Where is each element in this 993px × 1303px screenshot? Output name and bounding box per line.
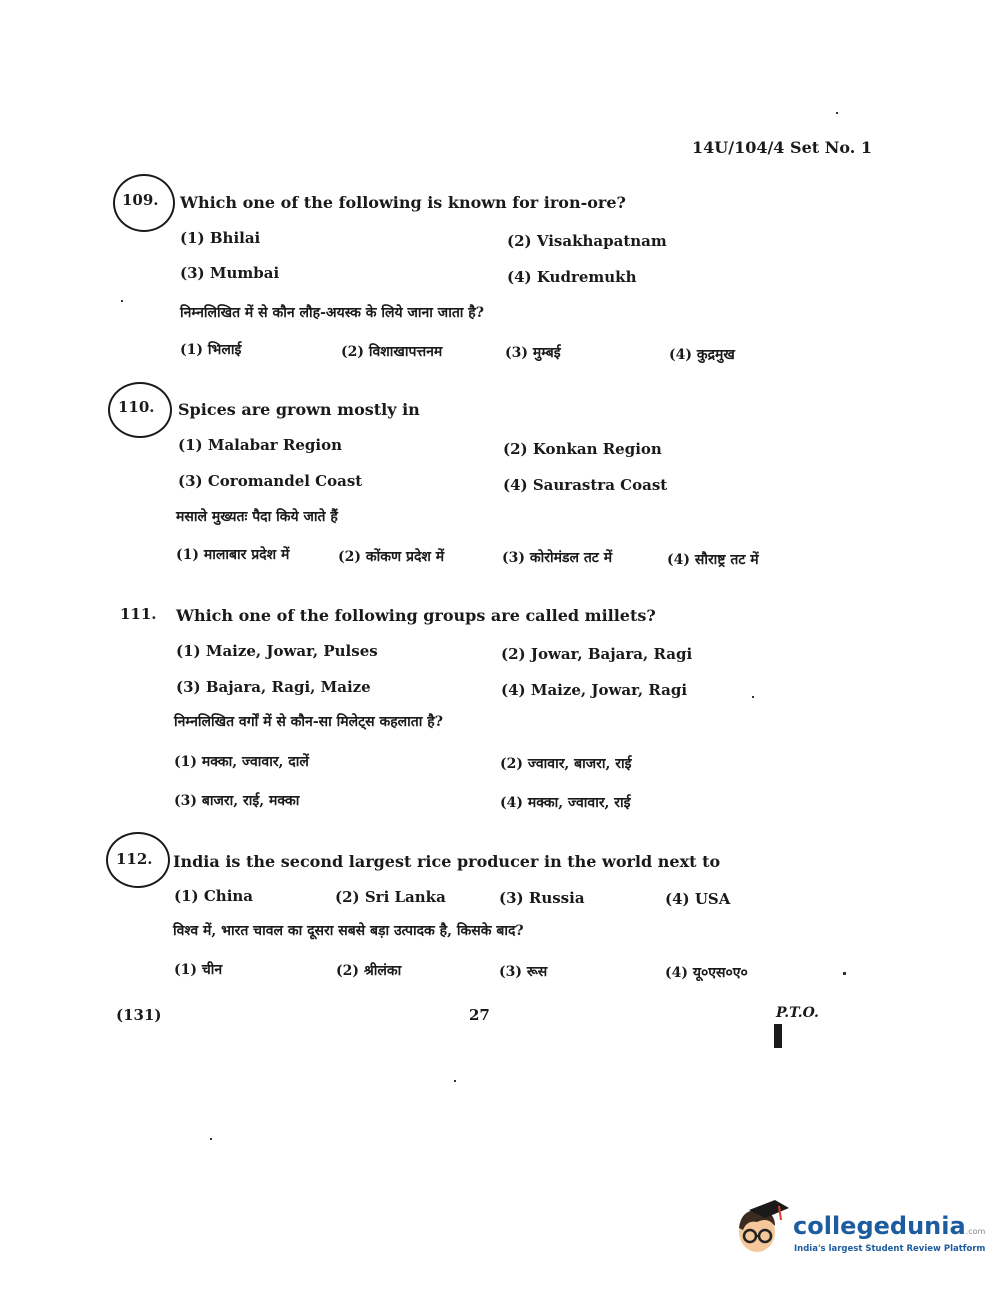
logo-wordmark-part1: college: [793, 1212, 890, 1240]
question-number: 112.: [116, 850, 153, 868]
logo-suffix: .com: [965, 1227, 986, 1236]
option: (2) Visakhapatnam: [507, 232, 667, 250]
hindi-option: (2) ज्वावार, बाजरा, राई: [500, 756, 632, 772]
logo-wordmark-part2: dunia: [889, 1212, 966, 1240]
scan-speck: [836, 112, 838, 114]
student-cap-icon: [735, 1198, 791, 1258]
option: (3) Russia: [499, 889, 585, 907]
option: (1) China: [174, 887, 254, 905]
hindi-option: (4) कुद्रमुख: [669, 347, 735, 363]
logo-tagline: India's largest Student Review Platform: [794, 1244, 986, 1254]
hindi-option: (1) चीन: [174, 962, 223, 978]
hindi-question-text: निम्नलिखित में से कौन लौह-अयस्क के लिये जाना जाता है?: [180, 305, 484, 321]
scan-speck: [210, 1138, 212, 1140]
question-number: 109.: [122, 191, 159, 209]
question-number: 111.: [120, 605, 157, 623]
option: (3) Mumbai: [180, 264, 280, 282]
question-number: 110.: [118, 398, 155, 416]
scan-speck: [121, 300, 123, 302]
hindi-option: (4) सौराष्ट्र तट में: [667, 552, 759, 568]
hindi-option: (1) मक्का, ज्वावार, दालें: [174, 754, 309, 770]
option: (1) Maize, Jowar, Pulses: [176, 642, 378, 660]
paper-code: 14U/104/4 Set No. 1: [692, 138, 872, 157]
hindi-option: (2) श्रीलंका: [336, 963, 402, 979]
scan-speck: [752, 696, 754, 698]
option: (4) Maize, Jowar, Ragi: [501, 681, 688, 699]
scan-speck: [454, 1080, 456, 1082]
question-text: Which one of the following is known for iron-ore?: [180, 193, 626, 212]
hindi-question-text: मसाले मुख्यतः पैदा किये जाते हैं: [176, 509, 338, 525]
hindi-option: (3) कोरोमंडल तट में: [502, 550, 613, 566]
hindi-question-text: निम्नलिखित वर्गों में से कौन-सा मिलेट्स कहलाता है?: [174, 714, 443, 730]
question-text: Which one of the following groups are called millets?: [176, 606, 656, 625]
hindi-option: (4) यू०एस०ए०: [665, 965, 748, 981]
option: (4) USA: [665, 890, 731, 908]
hindi-option: (3) रूस: [499, 964, 548, 980]
ink-smudge: [774, 1024, 782, 1048]
option: (1) Malabar Region: [178, 436, 343, 454]
pto-label: P.T.O.: [776, 1005, 819, 1021]
page-number: 27: [469, 1006, 490, 1024]
option: (2) Konkan Region: [503, 440, 662, 458]
hindi-option: (2) कोंकण प्रदेश में: [338, 549, 445, 565]
hindi-option: (3) बाजरा, राई, मक्का: [174, 793, 300, 809]
question-text: India is the second largest rice producer in the world next to: [173, 852, 721, 871]
hindi-option: (3) मुम्बई: [505, 345, 561, 361]
option: (3) Bajara, Ragi, Maize: [176, 678, 371, 696]
option: (1) Bhilai: [180, 229, 261, 247]
option: (3) Coromandel Coast: [178, 472, 363, 490]
footer-code: (131): [116, 1006, 162, 1024]
question-text: Spices are grown mostly in: [178, 400, 420, 419]
scan-speck: [843, 972, 846, 975]
option: (4) Kudremukh: [507, 268, 637, 286]
logo-wordmark: [793, 1212, 985, 1240]
hindi-option: (1) भिलाई: [180, 342, 242, 358]
hindi-option: (4) मक्का, ज्वावार, राई: [500, 795, 631, 811]
hindi-question-text: विश्व में, भारत चावल का दूसरा सबसे बड़ा उत्पादक है, किसके बाद?: [173, 923, 524, 939]
hindi-option: (1) मालाबार प्रदेश में: [176, 547, 290, 563]
option: (4) Saurastra Coast: [503, 476, 668, 494]
option: (2) Sri Lanka: [335, 888, 446, 906]
hindi-option: (2) विशाखापत्तनम: [341, 344, 443, 360]
option: (2) Jowar, Bajara, Ragi: [501, 645, 693, 663]
